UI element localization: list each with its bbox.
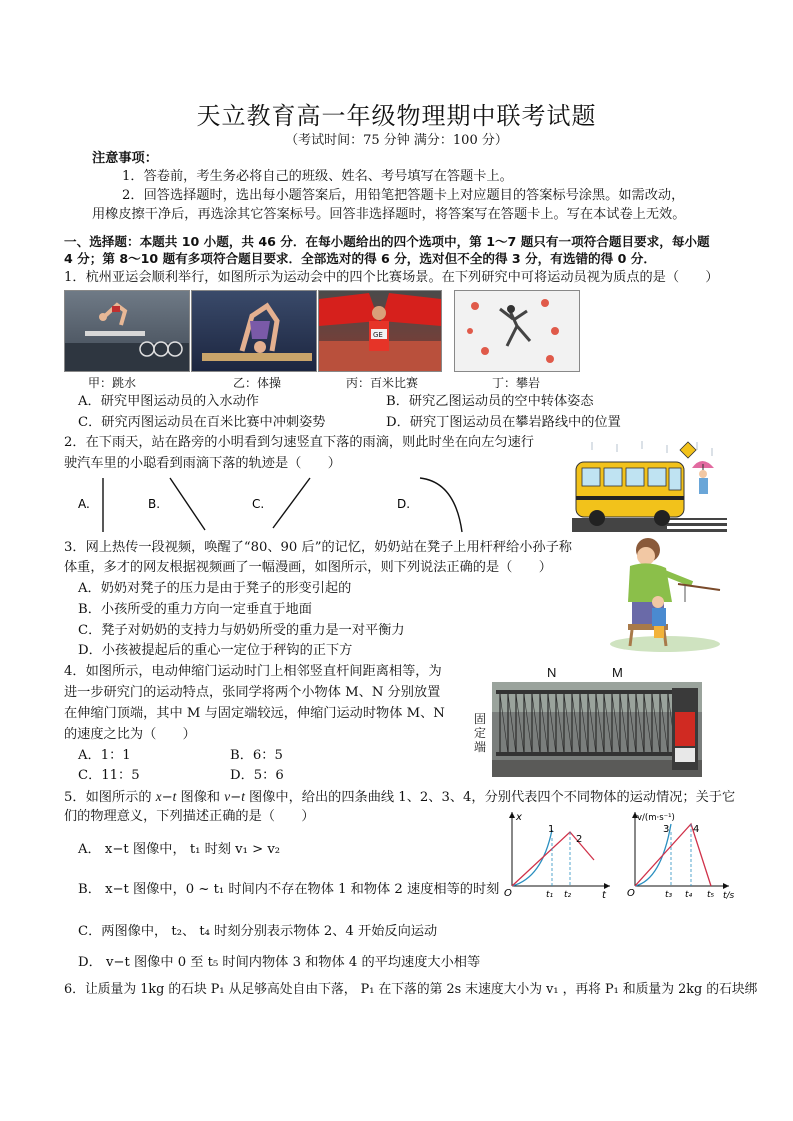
- q1-option-d: D．研究丁图运动员在攀岩路线中的位置: [386, 415, 621, 430]
- caption-jia: 甲：跳水: [88, 376, 137, 390]
- xt-tick-t2: t₂: [564, 890, 572, 900]
- notice-item-1: 1．答卷前，考生务必将自己的班级、姓名、考号填写在答题卡上。: [122, 169, 513, 184]
- q1-option-a: A．研究甲图运动员的入水动作: [78, 394, 259, 409]
- question-5-stem-cont: 们的物理意义，下列描述正确的是（ ）: [64, 809, 315, 824]
- gate-label-n: N: [547, 665, 557, 680]
- question-5-stem: 5．如图所示的 x−t 图像和 v−t 图像中，给出的四条曲线 1、2、3、4，分别代表四个不同物体的运动情况；关于它: [64, 789, 736, 805]
- trajectory-left-slant: [273, 478, 310, 528]
- trajectory-right-slant: [170, 478, 205, 530]
- curve-3-label: 3: [663, 824, 670, 835]
- exam-info: （考试时间：75 分钟 满分：100 分）: [285, 133, 508, 148]
- q2-label-c: C.: [252, 497, 265, 511]
- caption-yi: 乙：体操: [233, 376, 282, 390]
- q1-option-b: B．研究乙图运动员的空中转体姿态: [386, 394, 594, 409]
- question-4-stem: 4．如图所示，电动伸缩门运动时门上相邻竖直杆间距离相等，为: [64, 664, 442, 679]
- caption-bing: 丙：百米比赛: [346, 376, 419, 390]
- climbing-illustration: [455, 291, 579, 371]
- grandma-scale-cartoon: [600, 532, 725, 654]
- retractable-gate-photo: [492, 682, 702, 777]
- section-heading: 一、选择题：本题共 10 小题，共 46 分．在每小题给出的四个选项中，第 1～7 题只有一项符合题目要求，每小题: [64, 234, 710, 249]
- question-2-stem: 2．在下雨天，站在路旁的小明看到匀速竖直下落的雨滴，则此时坐在向左匀速行: [64, 435, 534, 450]
- question-2-stem-cont: 驶汽车里的小聪看到雨滴下落的轨迹是（ ）: [64, 456, 341, 471]
- q4-option-d: D．5：6: [230, 768, 284, 783]
- q3-option-c: C．凳子对奶奶的支持力与奶奶所受的重力是一对平衡力: [78, 623, 405, 638]
- curve-2-label: 2: [576, 834, 583, 845]
- curve-4: [635, 824, 711, 886]
- curve-1-label: 1: [548, 824, 555, 835]
- q4-option-a: A．1：1: [78, 748, 131, 763]
- q4-option-c: C．11：5: [78, 768, 140, 783]
- q2-trajectory-options: [70, 470, 480, 535]
- q5-option-a: A． x−t 图像中， t₁ 时刻 v₁ > v₂: [78, 842, 281, 857]
- vt-tick-t4: t₄: [685, 890, 693, 900]
- v-t-graph: [625, 808, 743, 900]
- q3-option-a: A．奶奶对凳子的压力是由于凳子的形变引起的: [78, 581, 352, 596]
- diving-illustration: [65, 291, 189, 371]
- vt-tick-t5: t₅: [707, 890, 715, 900]
- xt-y-axis-label: x: [516, 812, 522, 823]
- caption-ding: 丁：攀岩: [492, 376, 541, 390]
- question-3-stem-cont: 体重，多才的网友根据视频画了一幅漫画，如图所示，则下列说法正确的是（ ）: [64, 560, 552, 575]
- q2-label-b: B.: [148, 497, 161, 511]
- sprint-illustration: [319, 291, 441, 371]
- x-t-graph: [502, 808, 612, 900]
- diving-photo: [64, 290, 190, 372]
- gate-label-m: M: [612, 665, 623, 680]
- q3-option-b: B．小孩所受的重力方向一定垂直于地面: [78, 602, 312, 617]
- question-6-stem: 6．让质量为 1kg 的石块 P₁ 从足够高处自由下落， P₁ 在下落的第 2s 末速度大小为 v₁ ，再将 P₁ 和质量为 2kg 的石块绑: [64, 982, 758, 997]
- rain-bus-illustration: [572, 440, 727, 532]
- q2-label-d: D.: [397, 497, 411, 511]
- q5-option-d: D． v−t 图像中 0 至 t₅ 时间内物体 3 和物体 4 的平均速度大小相等: [78, 955, 481, 970]
- question-1-stem: 1．杭州亚运会顺利举行，如图所示为运动会中的四个比赛场景。在下列研究中可将运动员视为质点的是（ ）: [64, 270, 719, 285]
- bib-number: GE: [373, 331, 383, 339]
- question-4-stem-2: 进一步研究门的运动特点，张同学将两个小物体 M、N 分别放置: [64, 685, 441, 700]
- vt-tick-t3: t₃: [665, 890, 673, 900]
- page-title: 天立教育高一年级物理期中联考试题: [196, 102, 597, 130]
- trajectory-curve: [420, 478, 462, 532]
- q4-option-b: B．6：5: [230, 748, 283, 763]
- vt-y-axis-label: v/(m·s⁻¹): [637, 813, 675, 823]
- sprint-photo: [318, 290, 442, 372]
- notice-item-2-cont: 用橡皮擦干净后，再选涂其它答案标号。回答非选择题时，将答案写在答题卡上。写在本试卷上无效。: [92, 207, 686, 222]
- notice-heading: 注意事项：: [92, 151, 158, 166]
- xt-tick-t1: t₁: [546, 890, 554, 900]
- question-3-stem: 3．网上热传一段视频，唤醒了“80、90 后”的记忆，奶奶站在凳子上用杆秤给小孙子称: [64, 540, 572, 555]
- question-4-stem-4: 的速度之比为（ ）: [64, 727, 196, 742]
- xt-x-axis-label: t: [602, 890, 606, 900]
- q5-option-b: B． x−t 图像中，0 ~ t₁ 时间内不存在物体 1 和物体 2 速度相等的时刻: [78, 882, 500, 897]
- curve-1: [512, 830, 552, 886]
- q2-label-a: A.: [78, 497, 90, 511]
- section-heading-cont: 4 分；第 8～10 题有多项符合题目要求．全部选对的得 6 分，选对但不全的得 3 分，有选错的得 0 分．: [64, 251, 656, 266]
- q5-option-c: C．两图像中， t₂、 t₄ 时刻分别表示物体 2、4 开始反向运动: [78, 924, 438, 939]
- q1-option-c: C．研究丙图运动员在百米比赛中冲刺姿势: [78, 415, 326, 430]
- vt-origin: O: [627, 888, 635, 899]
- vt-x-axis-label: t/s: [723, 891, 735, 900]
- xt-origin: O: [504, 888, 512, 899]
- fixed-end-label: 固 定 端: [474, 712, 487, 754]
- climbing-photo: [454, 290, 580, 372]
- notice-item-2: 2．回答选择题时，选出每小题答案后，用铅笔把答题卡上对应题目的答案标号涂黑。如需改动，: [122, 188, 685, 203]
- q3-option-d: D．小孩被提起后的重心一定位于秤钩的正下方: [78, 643, 353, 658]
- gymnastics-photo: [191, 290, 317, 372]
- gymnastics-illustration: [192, 291, 316, 371]
- curve-4-label: 4: [693, 824, 700, 835]
- question-4-stem-3: 在伸缩门顶端，其中 M 与固定端较远，伸缩门运动时物体 M、N: [64, 706, 445, 721]
